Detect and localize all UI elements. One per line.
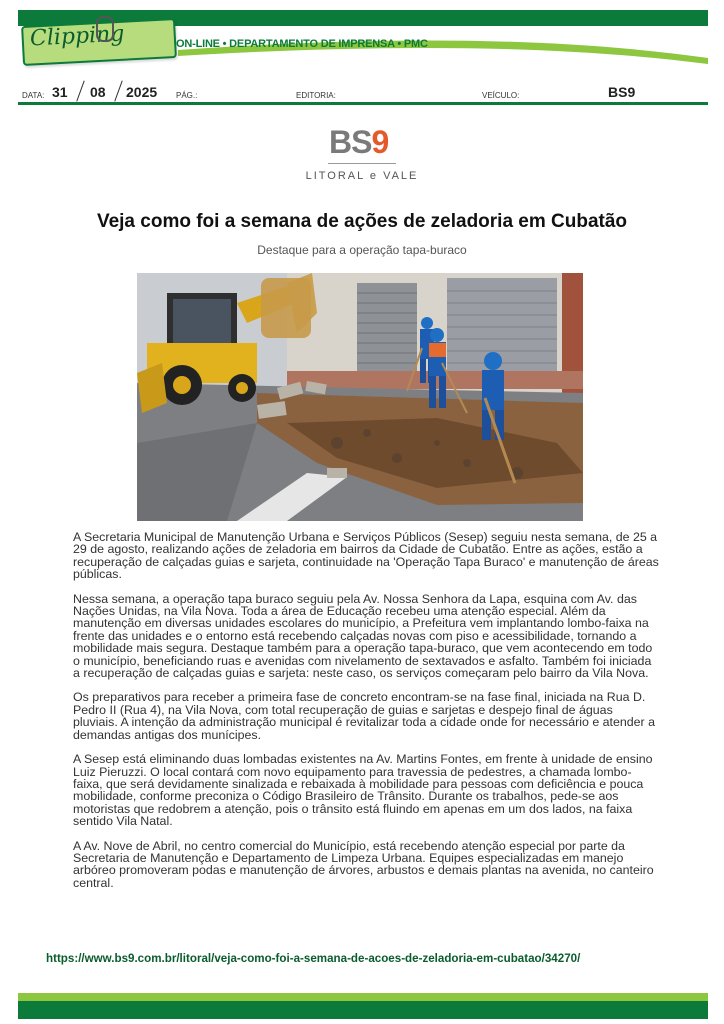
date-day: 31 — [52, 84, 68, 100]
article-photo — [137, 273, 583, 521]
bs9-logo — [329, 124, 388, 161]
article-paragraph: A Secretaria Municipal de Manutenção Urbana e Serviços Públicos (Sesep) seguiu nesta semana, de 25 a 29 de agosto, realizando ações de zeladoria em bairros da Cidade de Cubatão. Entre as ações, estão a recuperação de calçadas guias e sarjeta, continuidade na 'Operação Tapa Buraco' e manutenção de áreas públicas. — [73, 530, 659, 582]
logo-tagline: LITORAL e VALE — [305, 170, 419, 182]
editoria-label: EDITORIA: — [296, 91, 336, 100]
logo-prefix: BS — [329, 124, 372, 160]
meta-row — [22, 84, 708, 102]
clipping-badge-label: Clipping — [29, 21, 125, 52]
article-paragraph: A Sesep está eliminando duas lombadas existentes na Av. Martins Fontes, em frente à unidade de ensino Luiz Pieruzzi. O local contará com novo equipamento para travessia de pedestres, a chamada lombo-faixa, que será devidamente sinalizada e rebaixada à mobilidade para pessoas com deficiência e pouca mobilidade, conforme preconiza o Código Brasileiro de Trânsito. Durante os trabalhos, pede-se aos motoristas que redobrem a atenção, pois o trânsito está fluindo em apenas em um dos lados, na faixa sentido Vila Natal. — [73, 752, 653, 829]
article-paragraph: A Av. Nove de Abril, no centro comercial do Município, está recebendo atenção especial por parte da Secretaria de Manutenção e Departamento de Limpeza Urbana. Equipes especializadas em manejo arbóreo promoveram podas e manutenção de árvores, arbustos e demais plantas na avenida, no canteiro central. — [73, 838, 654, 890]
source-link[interactable]: https://www.bs9.com.br/litoral/veja-como-foi-a-semana-de-acoes-de-zeladoria-em-cubatao/34270/ — [46, 952, 581, 965]
date-label: DATA: — [22, 91, 45, 100]
article-subtitle: Destaque para a operação tapa-buraco — [257, 243, 467, 257]
article-title: Veja como foi a semana de ações de zeladoria em Cubatão — [96, 211, 628, 232]
logo-suffix: 9 — [371, 124, 389, 160]
road-work-illustration — [137, 273, 583, 521]
article-paragraph: Os preparativos para receber a primeira fase de concreto encontram-se na fase final, iniciada na Rua D. Pedro II (Rua 4), na Vila Nova, com total recuperação de guias e sarjetas e despejo final de águas pluviais. A intenção da administração municipal é revitalizar toda a cidade onde for necessário e atender a demandas antigas dos munícipes. — [73, 690, 656, 742]
veiculo-value: BS9 — [608, 84, 636, 100]
date-separator — [76, 80, 84, 101]
meta-divider — [18, 102, 708, 105]
logo-divider — [328, 163, 396, 164]
article-paragraph: Nessa semana, a operação tapa buraco seguiu pela Av. Nossa Senhora da Lapa, esquina com Av. das Nações Unidas, na Vila Nova. Toda a área de Educação recebeu uma atenção especial. Além da manutenção em diversas unidades escolares do município, a Prefeitura vem implantando lombo-faixa na frente das unidades e o entorno está recebendo calçadas novas com piso e acessibilidade, tornando a mobilidade mais segura. Destaque também para a operação tapa-buraco, que vem acontecendo em todo o município, beneficiando ruas e avenidas com nivelamento de sextavados e asfalto. Também foi iniciada a recuperação de calçadas guias e sarjeta: neste caso, os serviços começaram pelo bairro da Vila Nova. — [73, 591, 653, 681]
date-month: 08 — [90, 84, 106, 100]
page-label: PÁG.: — [176, 91, 198, 100]
article-body — [73, 531, 659, 901]
department-label: ON-LINE • DEPARTAMENTO DE IMPRENSA • PMC — [176, 38, 428, 50]
date-separator — [114, 80, 122, 101]
footer-accent-bar — [18, 993, 708, 1001]
paperclip-icon — [96, 16, 114, 42]
date-year: 2025 — [126, 84, 158, 100]
footer-bar — [18, 1001, 708, 1019]
veiculo-label: VEÍCULO: — [482, 91, 520, 100]
